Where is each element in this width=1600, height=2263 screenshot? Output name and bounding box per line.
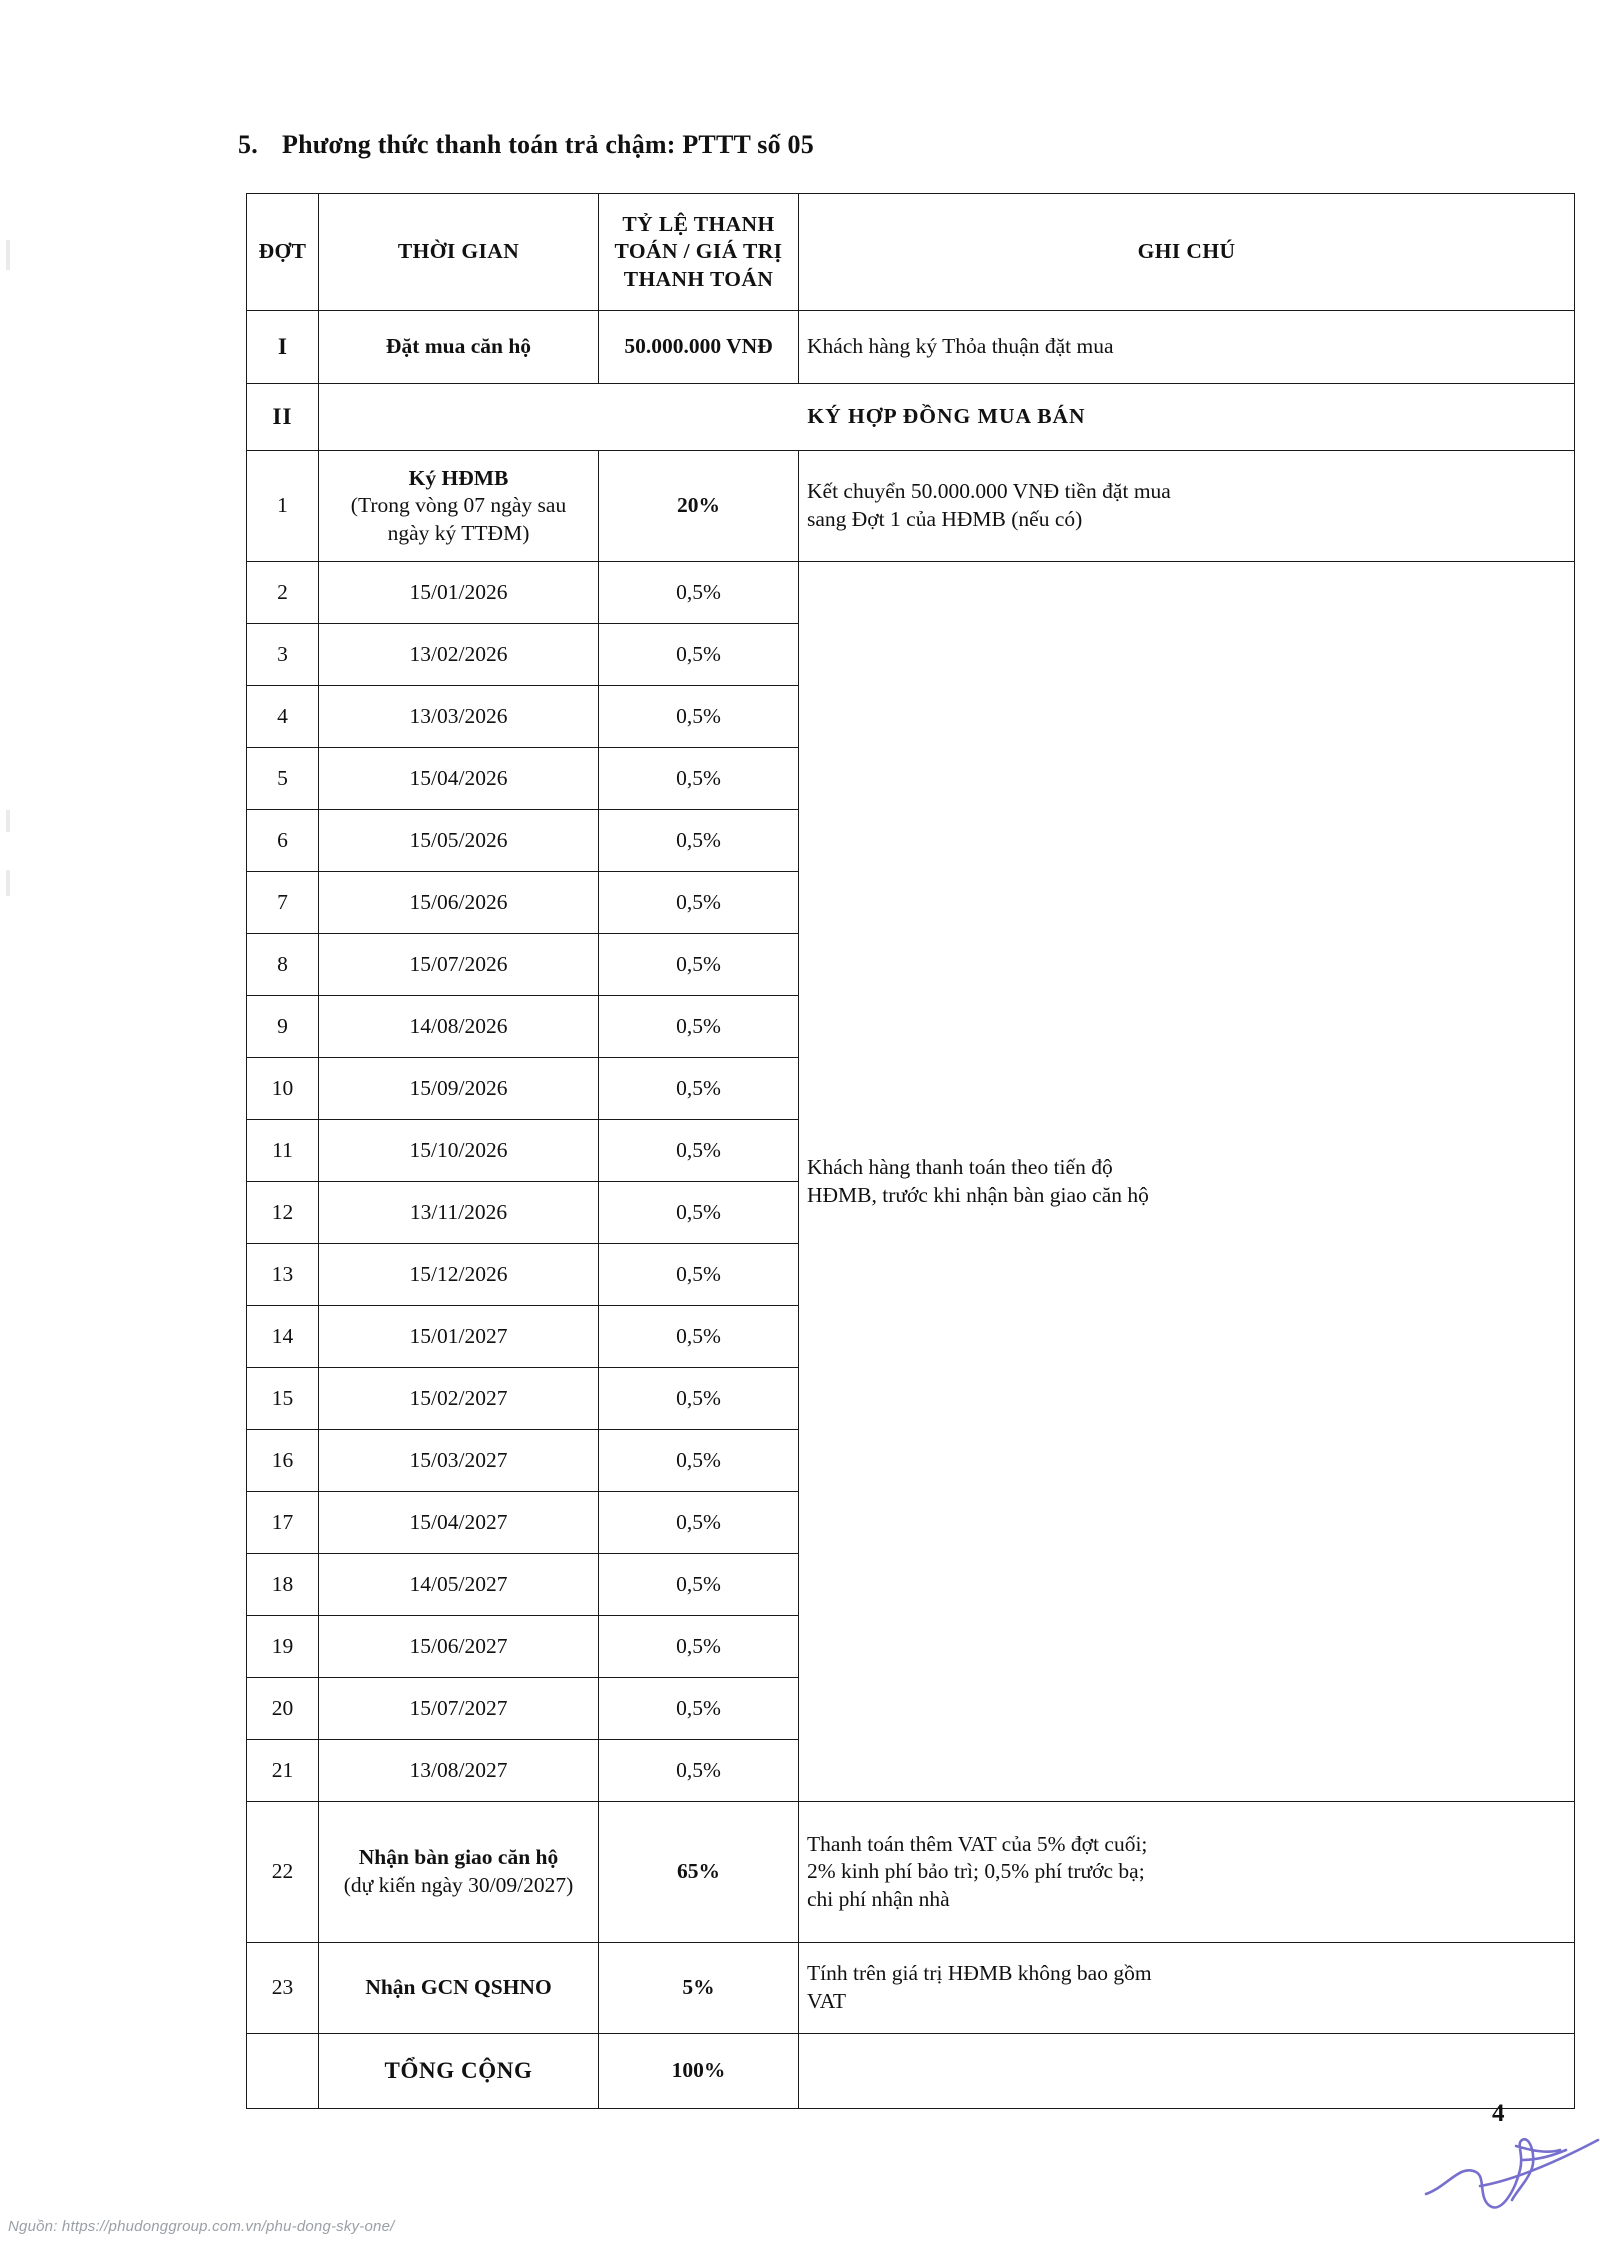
table-row-total [247,2034,1575,2109]
cell-total-label: TỔNG CỘNG [319,2034,599,2109]
payment-schedule-table-wrap [246,193,1574,2109]
cell-rate: 0,5% [599,624,799,686]
cell-rate: 0,5% [599,934,799,996]
cell-rate: 0,5% [599,1368,799,1430]
table-row-installment-1 [247,451,1575,562]
cell-time: 13/03/2026 [319,686,599,748]
table-body [247,311,1575,562]
cell-dot: 21 [247,1740,319,1802]
cell-note-empty [799,2034,1575,2109]
cell-time: Nhận GCN QSHNO [319,1943,599,2034]
cell-dot: 19 [247,1616,319,1678]
cell-dot: 22 [247,1802,319,1943]
cell-note-line-3: chi phí nhận nhà [807,1886,950,1911]
cell-dot: 17 [247,1492,319,1554]
cell-time: 15/10/2026 [319,1120,599,1182]
cell-rate: 0,5% [599,1182,799,1244]
cell-time: 13/02/2026 [319,624,599,686]
cell-dot: 2 [247,562,319,624]
table-row-phase-1 [247,311,1575,384]
cell-dot: 3 [247,624,319,686]
cell-rate: 0,5% [599,1492,799,1554]
cell-dot: 13 [247,1244,319,1306]
cell-dot: 10 [247,1058,319,1120]
cell-time: 15/05/2026 [319,810,599,872]
cell-dot: 16 [247,1430,319,1492]
cell-rate: 20% [599,451,799,562]
cell-note [799,1802,1575,1943]
cell-rate: 0,5% [599,748,799,810]
cell-dot: 11 [247,1120,319,1182]
section-heading [238,130,814,160]
cell-dot: I [247,311,319,384]
table-row-phase-2-title [247,384,1575,451]
cell-rate: 0,5% [599,1430,799,1492]
cell-time-main: Ký HĐMB [408,465,509,490]
cell-dot: 6 [247,810,319,872]
cell-rate: 0,5% [599,1306,799,1368]
cell-dot: 14 [247,1306,319,1368]
cell-rate: 0,5% [599,1678,799,1740]
cell-note-line-1: Kết chuyển 50.000.000 VNĐ tiền đặt mua [807,479,1171,504]
table-row-installment-22 [247,1802,1575,1943]
cell-dot: 9 [247,996,319,1058]
cell-phase-title: KÝ HỢP ĐỒNG MUA BÁN [319,384,1575,451]
column-header-time: THỜI GIAN [319,194,599,311]
cell-total-rate: 100% [599,2034,799,2109]
cell-note-line-2: 2% kinh phí bảo trì; 0,5% phí trước bạ; [807,1859,1145,1884]
cell-rate: 0,5% [599,872,799,934]
cell-dot: 23 [247,1943,319,2034]
cell-time: 15/04/2026 [319,748,599,810]
cell-time: 14/08/2026 [319,996,599,1058]
cell-rate: 0,5% [599,686,799,748]
cell-rate: 0,5% [599,810,799,872]
column-header-rate: TỶ LỆ THANH TOÁN / GIÁ TRỊ THANH TOÁN [599,194,799,311]
cell-time-main: Nhận bàn giao căn hộ [358,1845,559,1870]
payment-schedule-table [246,193,1575,2109]
table-header-row [247,194,1575,311]
cell-rate: 0,5% [599,1740,799,1802]
cell-rate: 5% [599,1943,799,2034]
cell-time: 15/12/2026 [319,1244,599,1306]
cell-rate: 0,5% [599,562,799,624]
cell-dot: II [247,384,319,451]
source-footnote: Nguồn: https://phudonggroup.com.vn/phu-dong-sky-one/ [8,2218,395,2235]
table-row-installment-23 [247,1943,1575,2034]
cell-note [799,1943,1575,2034]
cell-time: 14/05/2027 [319,1554,599,1616]
cell-dot: 15 [247,1368,319,1430]
cell-dot: 20 [247,1678,319,1740]
scan-speck [6,240,10,270]
cell-dot: 4 [247,686,319,748]
section-number: 5. [238,130,258,159]
cell-rate: 0,5% [599,1554,799,1616]
cell-note-merged [799,562,1575,1802]
cell-time: 15/07/2027 [319,1678,599,1740]
cell-note-line-1: Tính trên giá trị HĐMB không bao gồm [807,1961,1152,1986]
cell-note-line-2: VAT [807,1989,847,2013]
cell-time [319,451,599,562]
cell-time: 15/06/2026 [319,872,599,934]
column-header-dot: ĐỢT [247,194,319,311]
cell-rate: 0,5% [599,996,799,1058]
cell-time: 15/01/2027 [319,1306,599,1368]
cell-time-sub-1: (Trong vòng 07 ngày sau [350,493,567,518]
cell-note [799,451,1575,562]
cell-note-line-1: Thanh toán thêm VAT của 5% đợt cuối; [807,1831,1148,1856]
cell-rate: 0,5% [599,1058,799,1120]
cell-note-line-2: sang Đợt 1 của HĐMB (nếu có) [807,507,1083,531]
page-number: 4 [1492,2100,1505,2127]
cell-time: 15/02/2027 [319,1368,599,1430]
cell-time: 15/04/2027 [319,1492,599,1554]
cell-dot-empty [247,2034,319,2109]
column-header-note: GHI CHÚ [799,194,1575,311]
cell-time-sub: (dự kiến ngày 30/09/2027) [343,1873,574,1897]
section-heading-text: Phương thức thanh toán trả chậm: PTTT số 05 [282,130,814,159]
cell-rate: 50.000.000 VNĐ [599,311,799,384]
cell-time: 13/08/2027 [319,1740,599,1802]
cell-dot: 12 [247,1182,319,1244]
cell-time: 15/01/2026 [319,562,599,624]
cell-dot: 5 [247,748,319,810]
cell-note-line-2: HĐMB, trước khi nhận bàn giao căn hộ [807,1182,1149,1207]
cell-time: 15/06/2027 [319,1616,599,1678]
cell-rate: 65% [599,1802,799,1943]
cell-rate: 0,5% [599,1120,799,1182]
cell-time: 15/09/2026 [319,1058,599,1120]
cell-time-sub-2: ngày ký TTĐM) [387,520,530,545]
cell-dot: 8 [247,934,319,996]
cell-dot: 7 [247,872,319,934]
scan-speck [6,810,10,832]
cell-time [319,1802,599,1943]
cell-dot: 18 [247,1554,319,1616]
cell-time: 15/03/2027 [319,1430,599,1492]
cell-time: Đặt mua căn hộ [319,311,599,384]
cell-time: 15/07/2026 [319,934,599,996]
cell-rate: 0,5% [599,1244,799,1306]
cell-rate: 0,5% [599,1616,799,1678]
cell-note-line-1: Khách hàng thanh toán theo tiến độ [807,1154,1113,1179]
cell-time: 13/11/2026 [319,1182,599,1244]
scan-speck [6,870,10,896]
cell-dot: 1 [247,451,319,562]
table-row-installment [247,562,1575,624]
cell-note: Khách hàng ký Thỏa thuận đặt mua [799,311,1575,384]
